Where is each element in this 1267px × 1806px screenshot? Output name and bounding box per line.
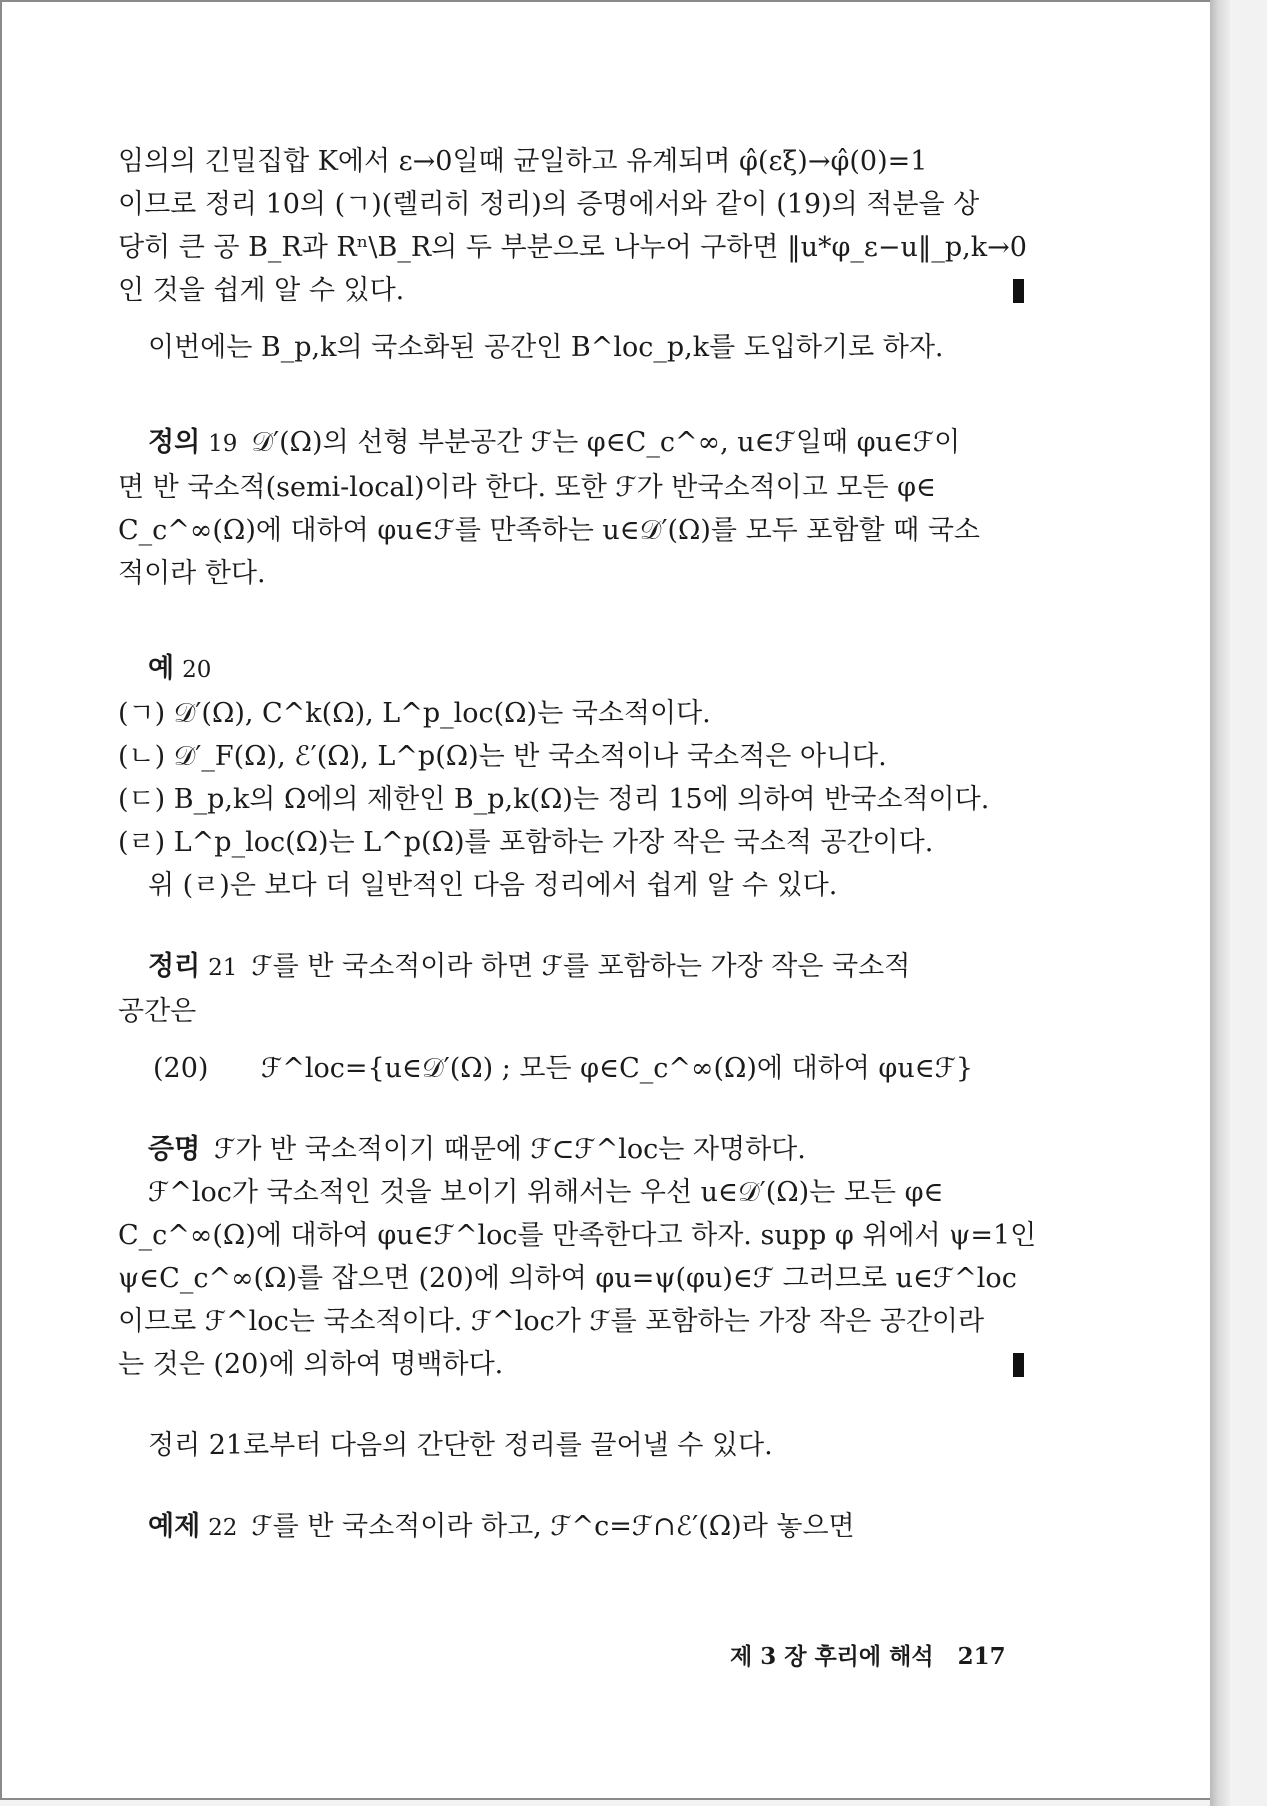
example-label: 예 [148, 653, 175, 684]
text-line: 공간은 [118, 996, 197, 1027]
text-line: ℱ를 반 국소적이라 하면 ℱ를 포함하는 가장 작은 국소적 [251, 951, 911, 982]
page-edge-shadow [1210, 0, 1230, 1806]
text-line-with-qed [118, 269, 1048, 312]
text-line: 𝒟′(Ω)의 선형 부분공간 ℱ는 φ∈C_c^∞, u∈ℱ일때 φu∈ℱ이 [251, 427, 961, 458]
list-item: (ㄹ) L^p_loc(Ω)는 L^p(Ω)를 포함하는 가장 작은 국소적 공간이다. [118, 827, 934, 858]
text-line: ψ∈C_c^∞(Ω)를 잡으면 (20)에 의하여 φu=ψ(φu)∈ℱ 그러므로 u∈ℱ^loc [118, 1263, 1017, 1294]
exercise-number: 22 [208, 1515, 238, 1541]
text-line: 면 반 국소적(semi-local)이라 한다. 또한 ℱ가 반국소적이고 모든 φ∈ [118, 472, 937, 503]
text-line: 인 것을 쉽게 알 수 있다. [118, 275, 405, 306]
paragraph-intro-loc: 이번에는 B_p,k의 국소화된 공간인 B^loc_p,k를 도입하기로 하자. [148, 332, 944, 363]
definition-label: 정의 [148, 427, 201, 458]
text-line: C_c^∞(Ω)에 대하여 φu∈ℱ를 만족하는 u∈𝒟′(Ω)를 모두 포함할 때 국소 [118, 515, 980, 546]
page-number: 217 [957, 1643, 1006, 1670]
equation-number: (20) [153, 1053, 209, 1084]
list-item: (ㄷ) B_p,k의 Ω에의 제한인 B_p,k(Ω)는 정리 15에 의하여 반국소적이다. [118, 784, 990, 815]
page-footer [730, 1638, 1006, 1671]
proof-label: 증명 [148, 1134, 201, 1165]
qed-mark [1013, 279, 1024, 303]
text-line: 적이라 한다. [118, 558, 266, 589]
text-line-with-qed [118, 1343, 1048, 1386]
text-line: ℱ^loc가 국소적인 것을 보이기 위해서는 우선 u∈𝒟′(Ω)는 모든 φ∈ [148, 1177, 944, 1208]
exercise-label: 예제 [148, 1511, 201, 1542]
text-line: ℱ를 반 국소적이라 하고, ℱ^c=ℱ∩ℰ′(Ω)라 놓으면 [251, 1511, 855, 1542]
background-margin [1230, 0, 1267, 1806]
text-line: 임의의 긴밀집합 K에서 ε→0일때 균일하고 유계되며 φ̂(εξ)→φ̂(0)=1 [118, 146, 928, 177]
text-line: ℱ가 반 국소적이기 때문에 ℱ⊂ℱ^loc는 자명하다. [214, 1134, 806, 1165]
example-number: 20 [182, 657, 212, 683]
proof-header [118, 1128, 1048, 1171]
equation [153, 1047, 1048, 1090]
text-line: 당히 큰 공 B_R과 Rⁿ\B_R의 두 부분으로 나누어 구하면 ‖u*φ_ε−u‖_p,k→0 [118, 232, 1027, 263]
list-item: (ㄱ) 𝒟′(Ω), C^k(Ω), L^p_loc(Ω)는 국소적이다. [118, 698, 711, 729]
example-note: 위 (ㄹ)은 보다 더 일반적인 다음 정리에서 쉽게 알 수 있다. [148, 870, 838, 901]
theorem-label: 정리 [148, 951, 201, 982]
example-header [118, 647, 1048, 692]
text-line: 이므로 정리 10의 (ㄱ)(렐리히 정리)의 증명에서와 같이 (19)의 적분을 상 [118, 189, 980, 220]
text-line: 는 것은 (20)에 의하여 명백하다. [118, 1349, 504, 1380]
equation-body: ℱ^loc={u∈𝒟′(Ω) ; 모든 φ∈C_c^∞(Ω)에 대하여 φu∈ℱ} [261, 1053, 974, 1084]
qed-mark [1013, 1353, 1024, 1377]
chapter-title: 제 3 장 후리에 해석 [730, 1643, 934, 1670]
theorem-number: 21 [208, 955, 238, 981]
paragraph-corollary-intro: 정리 21로부터 다음의 간단한 정리를 끌어낼 수 있다. [148, 1430, 773, 1461]
text-line: C_c^∞(Ω)에 대하여 φu∈ℱ^loc를 만족한다고 하자. supp φ 위에서 ψ=1인 [118, 1220, 1037, 1251]
exercise-header [118, 1505, 1048, 1550]
list-item: (ㄴ) 𝒟′_F(Ω), ℰ′(Ω), L^p(Ω)는 반 국소적이나 국소적은 아니다. [118, 741, 887, 772]
definition-number: 19 [208, 431, 238, 457]
theorem-header [118, 945, 1048, 990]
text-line: 이므로 ℱ^loc는 국소적이다. ℱ^loc가 ℱ를 포함하는 가장 작은 공간이라 [118, 1306, 985, 1337]
page-content [118, 140, 1048, 1550]
definition-header [118, 421, 1048, 466]
